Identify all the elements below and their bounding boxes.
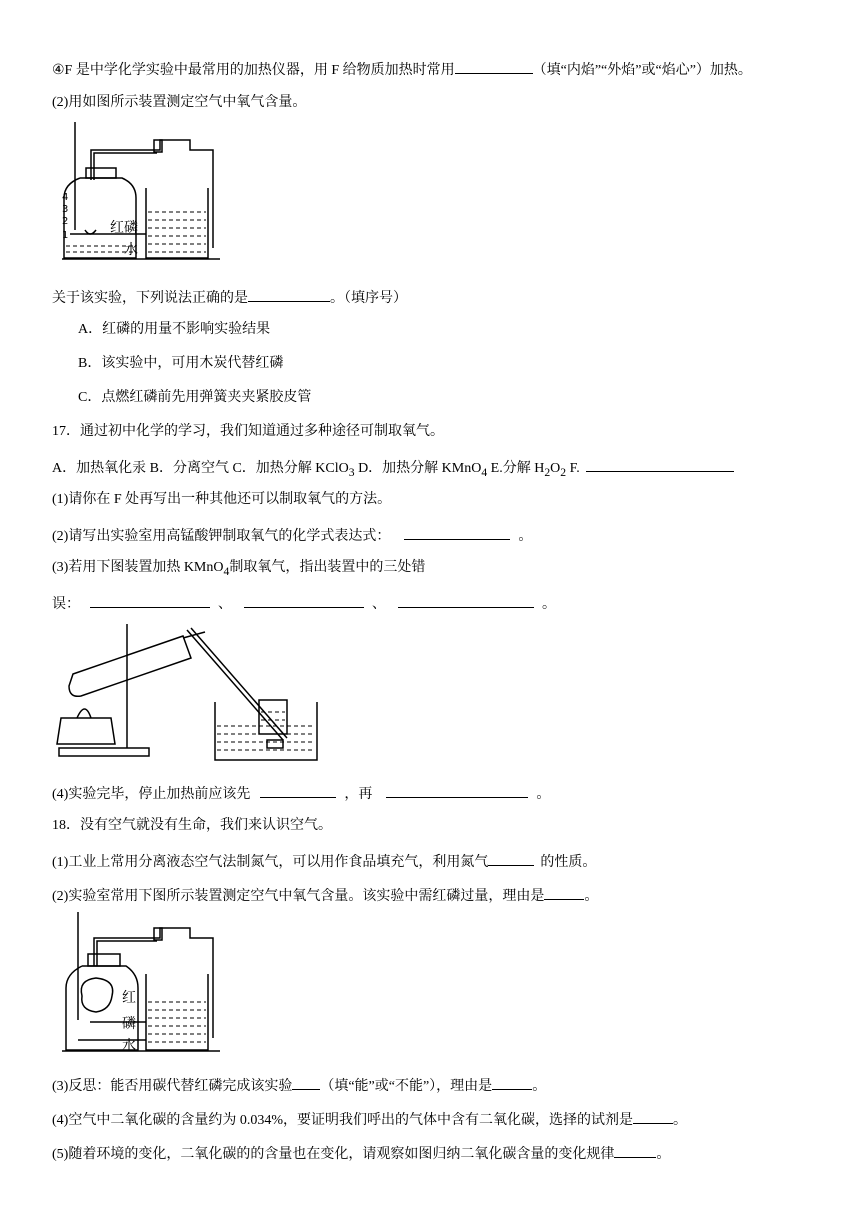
test-tube [69,636,191,696]
q17-error2-blank[interactable] [244,592,364,608]
q16-part2-text: (2)用如图所示装置测定空气中氧气含量。 [52,95,307,110]
q16-part4-hint: （填“内焰”“外焰”或“焰心”）加热。 [532,63,752,78]
q18-part4: (4)空气中二氧化碳的含量约为 0.034%，要证明我们呼出的气体中含有二氧化碳，选择的试剂是 。 [52,1108,687,1131]
q18-part3: (3)反思：能否用碳代替红磷完成该实验 （填“能”或“不能”），理由是 。 [52,1074,546,1097]
red-label: 红 [122,990,136,1006]
red-phosphorus-label: 红磷 [110,220,138,236]
q18-reagent-blank[interactable] [633,1108,673,1124]
q17-title: 17．通过初中化学的学习，我们知道通过多种途径可制取氧气。 [52,424,444,439]
water-label: 水 [124,242,138,258]
delivery-tube [187,630,283,740]
q17-methods: A．加热氧化汞 B．分离空气 C．加热分解 KClO$_3$ D．加热分解 KMnO$_4$ E.分解 $H_2O_2$ F. [52,456,734,483]
q16-option-b: B．该实验中，可用木炭代替红磷 [78,356,284,371]
svg-text:3: 3 [62,204,69,215]
q17-step1-blank[interactable] [260,782,336,798]
svg-text:1: 1 [62,230,69,241]
q16-answer-blank[interactable] [248,286,330,302]
q16-question [52,286,407,309]
q16-option-c: C．点燃红磷前先用弹簧夹夹紧胶皮管 [78,390,312,405]
q17-step2-blank[interactable] [386,782,528,798]
q16-option-a: A．红磷的用量不影响实验结果 [78,322,271,337]
water-label: 水 [122,1038,136,1054]
q16-part4-line [52,58,752,81]
q17-part3-errors: 误： 、 、 。 [52,592,556,615]
phosphorus-label: 磷 [122,1016,136,1032]
svg-text:2: 2 [62,216,69,227]
q18-apparatus-figure [50,910,220,1058]
q18-part5: (5)随着环境的变化，二氧化碳的的含量也在变化，请观察如图归纳二氧化碳含量的变化规律 。 [52,1142,670,1165]
q17-part1: (1)请你在 F 处再写出一种其他还可以制取氧气的方法。 [52,492,392,507]
q16-part4-text: ④F 是中学化学实验中最常用的加热仪器，用 F 给物质加热时常用 [52,63,455,78]
q18-trend-blank[interactable] [614,1142,656,1158]
q16-question-hint: 。（填序号） [330,291,407,306]
q18-title: 18．没有空气就没有生命，我们来认识空气。 [52,818,332,833]
q16-part4-blank[interactable] [455,58,533,74]
q18-reason-blank[interactable] [544,884,584,900]
q17-f-blank[interactable] [586,456,734,472]
beaker [146,974,208,1050]
q18-why-blank[interactable] [492,1074,532,1090]
iron-stand-base [59,748,149,756]
q17-apparatus-figure [55,620,325,770]
q16-apparatus-figure [50,120,220,268]
q18-part2: (2)实验室常用下图所示装置测定空气中氧气含量。该实验中需红磷过量，理由是 。 [52,884,598,907]
white-smoke [81,978,112,1012]
q17-part3: (3)若用下图装置加热 KMnO$_4$制取氧气，指出装置中的三处错 [52,560,426,578]
q18-part1: (1)工业上常用分离液态空气法制氮气，可以用作食品填充气，利用氮气 的性质。 [52,850,596,873]
q17-part2: (2)请写出实验室用高锰酸钾制取氧气的化学式表达式： 。 [52,524,532,547]
q17-formula-blank[interactable] [404,524,510,540]
q16-question-text: 关于该实验，下列说法正确的是 [52,291,248,306]
q18-can-blank[interactable] [292,1074,320,1090]
q17-error1-blank[interactable] [90,592,210,608]
q17-part4: (4)实验完毕，停止加热前应该先 ，再 。 [52,782,550,805]
q17-error3-blank[interactable] [398,592,534,608]
q18-property-blank[interactable] [488,850,534,866]
svg-text:4: 4 [62,192,69,203]
water-trough [215,702,317,760]
beaker [146,188,208,258]
alcohol-lamp [57,718,115,744]
shelf [267,740,283,748]
